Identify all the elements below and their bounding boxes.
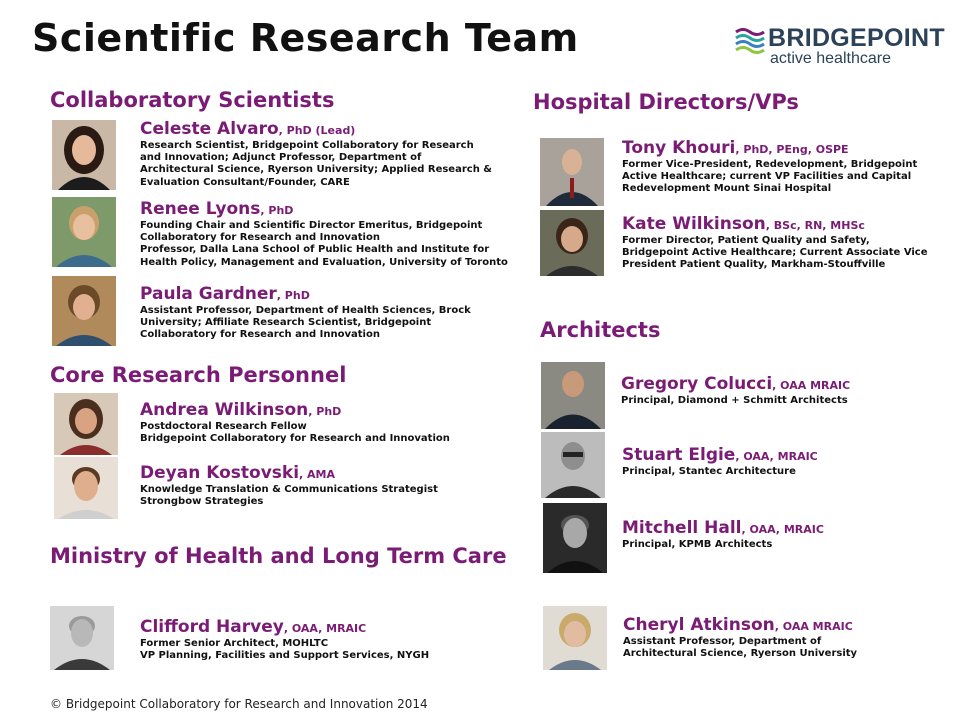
page-title: Scientific Research Team	[32, 16, 579, 60]
person-credentials: , OAA, MRAIC	[741, 523, 824, 536]
person-name: Gregory Colucci	[621, 374, 773, 394]
person-credentials: , PhD (Lead)	[278, 124, 356, 137]
person-cheryl-atkinson	[623, 615, 857, 660]
person-description: Founding Chair and Scientific Director Emeritus, Bridgepoint Collaboratory for Research and Innovation Professor, Dalla Lana School of Public Health and Institute for Health Policy, Management and Evaluation, University of Toronto	[140, 220, 508, 268]
person-name: Paula Gardner	[140, 284, 277, 304]
bridgepoint-logo	[734, 22, 946, 70]
person-credentials: , PhD	[276, 289, 310, 302]
person-name: Celeste Alvaro	[140, 119, 279, 139]
person-name: Stuart Elgie	[622, 445, 736, 465]
person-description: Former Vice-President, Redevelopment, Bridgepoint Active Healthcare; current VP Facilities and Capital Redevelopment Mount Sinai Hospital	[622, 159, 918, 195]
person-credentials: , BSc, RN, MHSc	[765, 219, 865, 232]
person-description: Knowledge Translation & Communications Strategist Strongbow Strategies	[140, 484, 438, 508]
logo-name: BRIDGEPOINT	[768, 24, 945, 52]
person-name: Cheryl Atkinson	[623, 615, 775, 635]
person-stuart-elgie	[622, 445, 818, 478]
person-name: Andrea Wilkinson	[140, 400, 309, 420]
person-andrea-wilkinson	[140, 400, 450, 445]
person-renee-lyons	[140, 199, 508, 269]
person-description: Research Scientist, Bridgepoint Collaboratory for Research and Innovation; Adjunct Professor, Department of Architectural Science, Ryerson University; Applied Research & Evaluation Consultant/Founder, CARE	[140, 140, 493, 188]
person-description: Principal, Diamond + Schmitt Architects	[621, 395, 848, 406]
person-credentials: , OAA, MRAIC	[735, 450, 818, 463]
section-collaboratory-scientists: Collaboratory Scientists	[50, 88, 335, 112]
person-description: Assistant Professor, Department of Architectural Science, Ryerson University	[623, 636, 858, 660]
footer-copyright: © Bridgepoint Collaboratory for Research and Innovation 2014	[50, 697, 428, 711]
photo-cheryl-atkinson	[543, 606, 607, 670]
photo-tony-khouri	[540, 138, 604, 206]
person-credentials: , OAA MRAIC	[774, 620, 853, 633]
person-description: Principal, Stantec Architecture	[622, 466, 796, 477]
person-tony-khouri	[622, 138, 917, 196]
photo-andrea-wilkinson	[54, 393, 118, 455]
person-name: Clifford Harvey	[140, 617, 284, 637]
photo-gregory-colucci	[541, 362, 605, 429]
person-description: Postdoctoral Research Fellow Bridgepoint Collaboratory for Research and Innovation	[140, 421, 450, 445]
photo-kate-wilkinson	[540, 210, 604, 276]
person-credentials: , OAA MRAIC	[772, 379, 851, 392]
person-kate-wilkinson	[622, 214, 928, 272]
person-gregory-colucci	[621, 374, 850, 407]
section-core-research-personnel: Core Research Personnel	[50, 363, 347, 387]
person-credentials: , OAA, MRAIC	[283, 622, 367, 635]
section-architects: Architects	[540, 318, 661, 342]
logo-tagline: active healthcare	[770, 50, 891, 67]
photo-stuart-elgie	[541, 432, 605, 498]
person-credentials: , PhD	[308, 405, 342, 418]
photo-mitchell-hall	[543, 503, 607, 573]
person-name: Tony Khouri	[622, 138, 736, 158]
person-name: Renee Lyons	[140, 199, 261, 219]
person-paula-gardner	[140, 284, 471, 342]
person-description: Former Director, Patient Quality and Safety, Bridgepoint Active Healthcare; Current Associate Vice President Patient Quality, Markham-Stouffville	[622, 235, 928, 271]
person-name: Mitchell Hall	[622, 518, 742, 538]
photo-celeste-alvaro	[52, 120, 116, 190]
person-mitchell-hall	[622, 518, 824, 551]
photo-clifford-harvey	[50, 606, 114, 670]
logo-waves-icon	[734, 26, 766, 54]
person-name: Kate Wilkinson	[622, 214, 766, 234]
section-ministry: Ministry of Health and Long Term Care	[50, 544, 507, 568]
person-clifford-harvey	[140, 617, 429, 662]
person-credentials: , AMA	[299, 468, 336, 481]
person-name: Deyan Kostovski	[140, 463, 300, 483]
photo-renee-lyons	[52, 197, 116, 267]
person-description: Assistant Professor, Department of Health Sciences, Brock University; Affiliate Research Scientist, Bridgepoint Collaboratory for Research and Innovation	[140, 305, 471, 341]
photo-paula-gardner	[52, 276, 116, 346]
person-credentials: , PhD	[260, 204, 294, 217]
section-hospital-directors: Hospital Directors/VPs	[533, 90, 799, 114]
person-deyan-kostovski	[140, 463, 438, 508]
person-celeste-alvaro	[140, 119, 492, 189]
person-description: Principal, KPMB Architects	[622, 539, 773, 550]
person-description: Former Senior Architect, MOHLTC VP Planning, Facilities and Support Services, NYGH	[140, 638, 430, 662]
person-credentials: , PhD, PEng, OSPE	[735, 143, 849, 156]
photo-deyan-kostovski	[54, 457, 118, 519]
